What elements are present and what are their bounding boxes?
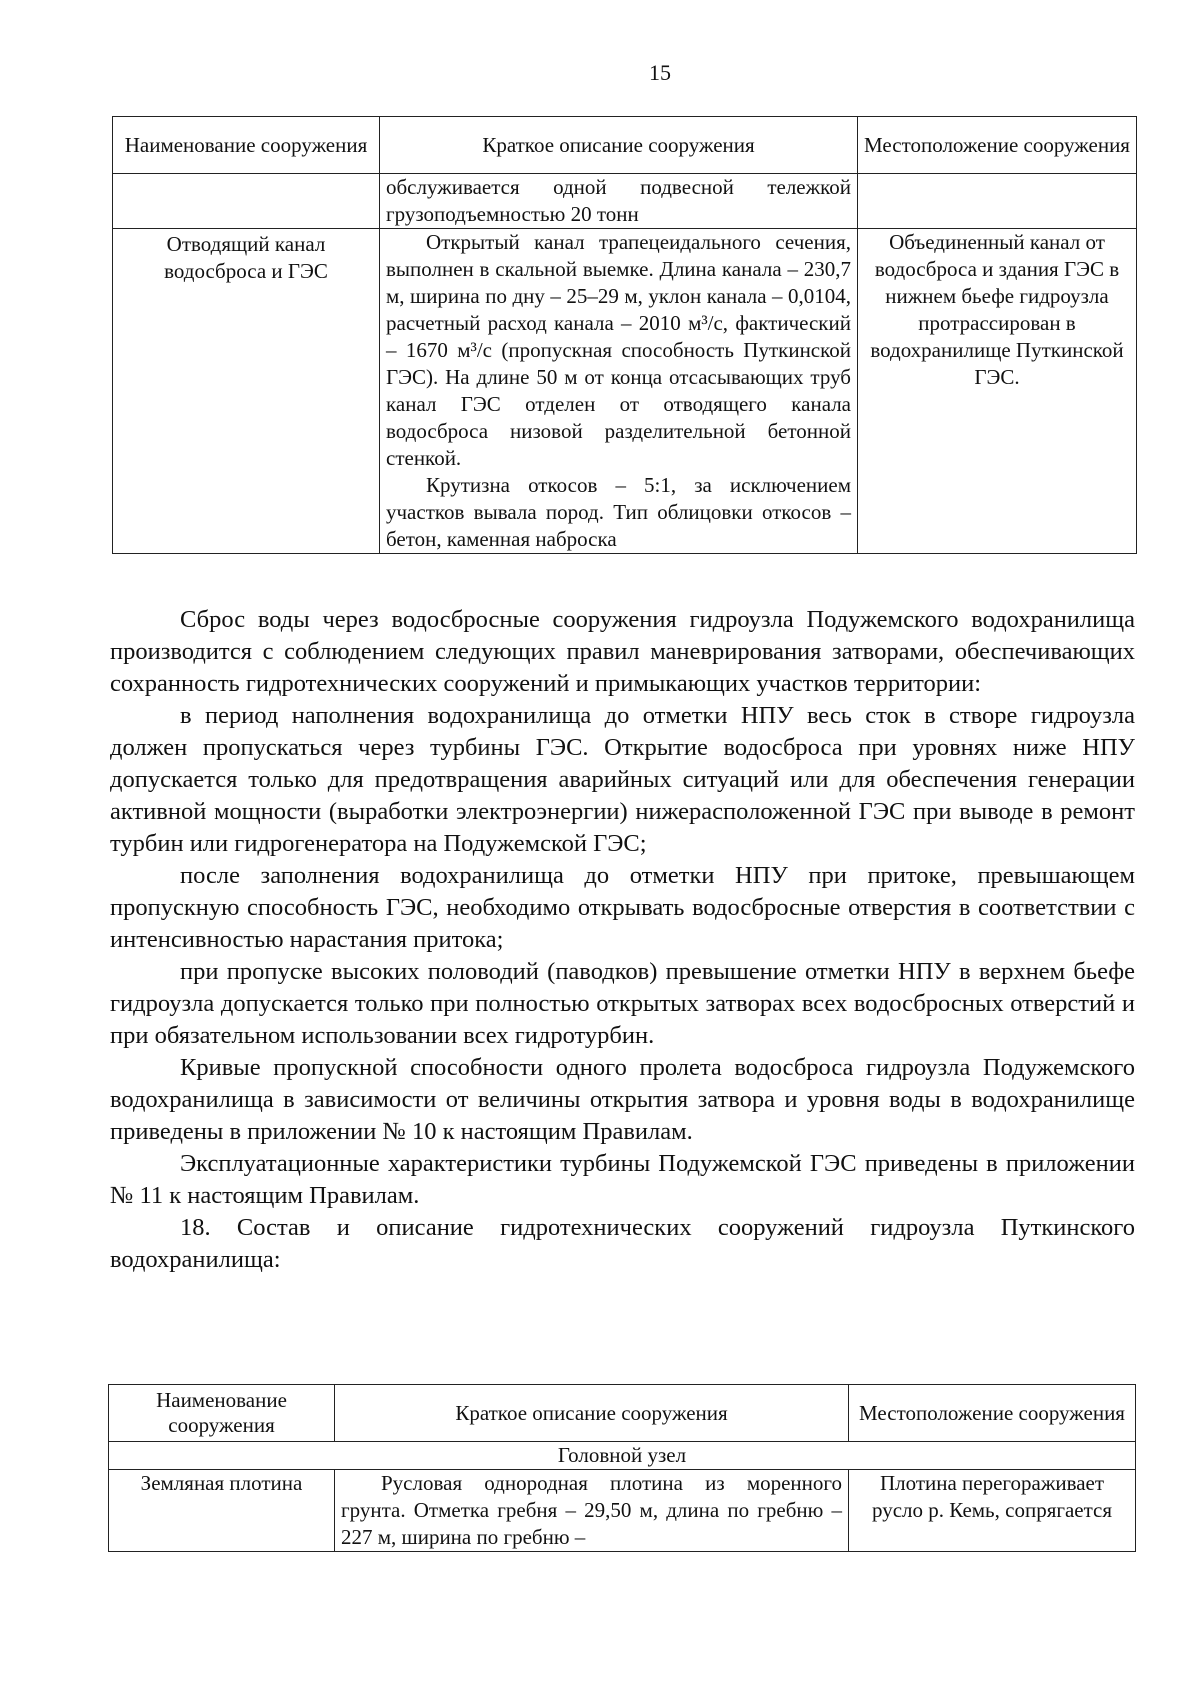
table-header-row — [109, 1385, 1136, 1442]
cell-location: Плотина перегораживает русло р. Кемь, сопрягается — [849, 1470, 1136, 1552]
paragraph: Эксплуатационные характеристики турбины Подужемской ГЭС приведены в приложении № 11 к настоящим Правилам. — [110, 1150, 1135, 1209]
table-row — [109, 1470, 1136, 1552]
cell-name: Земляная плотина — [109, 1470, 335, 1552]
header-name: Наименование сооружения — [109, 1385, 335, 1442]
table-row — [113, 229, 1137, 554]
cell-location: Объединенный канал от водосброса и здания ГЭС в нижнем бьефе гидроузла протрассирован в водохранилище Путкинской ГЭС. — [858, 229, 1137, 554]
table-section-row — [109, 1442, 1136, 1470]
section-label: Головной узел — [109, 1442, 1136, 1470]
cell-description: Открытый канал трапецеидального сечения, выполнен в скальной выемке. Длина канала – 230,7 м, ширина по дну – 25–29 м, уклон канала – 0,0104, расчетный расход канала – 2010 м³/с, фактический – 1670 м³/с (пропускная способность Путкинской ГЭС). На длине 50 м от конца отсасывающих труб канал ГЭС отделен от отводящего канала водосброса низовой разделительной бетонной стенкой. Крутизна откосов – 5:1, за исключением участков вывала пород. Тип облицовки откосов – бетон, каменная наброска — [380, 229, 858, 554]
table-row — [113, 174, 1137, 229]
paragraph: Сброс воды через водосбросные сооружения гидроузла Подужемского водохранилища производится с соблюдением следующих правил маневрирования затворами, обеспечивающих сохранность гидротехнических сооружений и примыкающих участков территории: — [110, 606, 1135, 697]
cell-description: обслуживается одной подвесной тележкой грузоподъемностью 20 тонн — [380, 174, 858, 229]
header-location: Местоположение сооружения — [849, 1385, 1136, 1442]
section-heading: 18. Состав и описание гидротехнических сооружений гидроузла Путкинского водохранилища: — [110, 1214, 1135, 1273]
header-location: Местоположение сооружения — [858, 117, 1137, 174]
cell-name: Отводящий канал водосброса и ГЭС — [113, 229, 380, 554]
cell-description: Русловая однородная плотина из моренного грунта. Отметка гребня – 29,50 м, длина по гребню – 227 м, ширина по гребню – — [335, 1470, 849, 1552]
header-description: Краткое описание сооружения — [335, 1385, 849, 1442]
paragraph: Кривые пропускной способности одного пролета водосброса гидроузла Подужемского водохранилища в зависимости от величины открытия затвора и уровня воды в водохранилище приведены в приложении № 10 к настоящим Правилам. — [110, 1054, 1135, 1145]
table-continuation — [112, 116, 1137, 554]
body-text — [110, 604, 1135, 1276]
paragraph: в период наполнения водохранилища до отметки НПУ весь сток в створе гидроузла должен пропускаться через турбины ГЭС. Открытие водосброса при уровнях ниже НПУ допускается только для предотвращения аварийных ситуаций или для обеспечения генерации активной мощности (выработки электроэнергии) нижерасположенной ГЭС при выводе в ремонт турбин или гидрогенератора на Подужемской ГЭС; — [110, 702, 1135, 857]
cell-location — [858, 174, 1137, 229]
header-description: Краткое описание сооружения — [380, 117, 858, 174]
table-structures — [108, 1384, 1136, 1552]
paragraph: после заполнения водохранилища до отметки НПУ при притоке, превышающем пропускную способность ГЭС, необходимо открывать водосбросные отверстия в соответствии с интенсивностью нарастания притока; — [110, 862, 1135, 953]
paragraph: при пропуске высоких половодий (паводков) превышение отметки НПУ в верхнем бьефе гидроузла допускается только при полностью открытых затворах всех водосбросных отверстий и при обязательном использовании всех гидротурбин. — [110, 958, 1135, 1049]
page-number: 15 — [649, 60, 671, 85]
header-name: Наименование сооружения — [113, 117, 380, 174]
cell-name — [113, 174, 380, 229]
table-header-row — [113, 117, 1137, 174]
